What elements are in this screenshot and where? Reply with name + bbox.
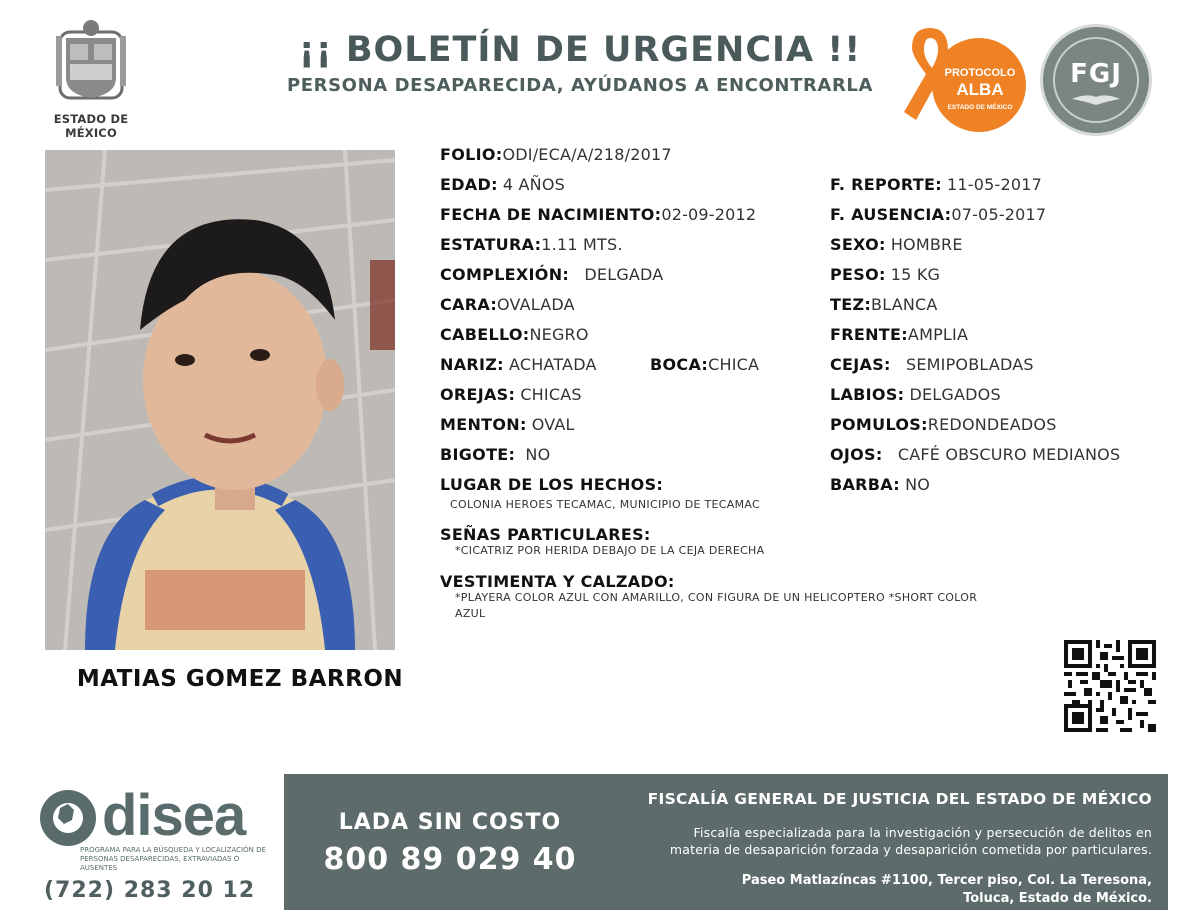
field-label: COMPLEXIÓN: (440, 265, 570, 284)
person-name: MATIAS GOMEZ BARRON (76, 666, 404, 692)
fgj-text: FGJ (1070, 59, 1122, 89)
field-value: 1.11 MTS. (541, 235, 623, 254)
field-value: CHICAS (520, 385, 582, 404)
child-portrait-image (45, 150, 395, 650)
field-tez (830, 295, 938, 314)
field-value: OVALADA (497, 295, 575, 314)
field-ojos (830, 445, 1120, 464)
alba-line2: ALBA (956, 80, 1004, 99)
field-value: DELGADA (584, 265, 664, 284)
field-value: AMPLIA (907, 325, 969, 344)
alba-line1: PROTOCOLO (944, 67, 1016, 79)
section-lugar-value: COLONIA HEROES TECAMAC, MUNICIPIO DE TECAMAC (450, 498, 761, 511)
field-complexion (440, 265, 663, 284)
field-label: FECHA DE NACIMIENTO: (440, 205, 662, 224)
field-fecha-nacimiento (440, 205, 756, 224)
org-title: FISCALÍA GENERAL DE JUSTICIA DEL ESTADO DE MÉXICO (647, 790, 1152, 808)
field-value: 07-05-2017 (951, 205, 1047, 224)
field-label: TEZ: (830, 295, 872, 314)
field-bigote (440, 445, 550, 464)
org-description-line2: materia de desaparición forzada y desaparición cometida por particulares. (669, 842, 1152, 857)
field-label: CEJAS: (830, 355, 891, 374)
section-senas-label: SEÑAS PARTICULARES: (440, 525, 651, 544)
field-label: MENTON: (440, 415, 527, 434)
coat-of-arms-icon (52, 18, 130, 106)
field-label: ESTATURA: (440, 235, 542, 254)
field-value: 4 AÑOS (502, 175, 566, 194)
estado-de-mexico-logo (28, 18, 154, 140)
field-label: EDAD: (440, 175, 498, 194)
page-title: ¡¡ BOLETÍN DE URGENCIA !! (298, 30, 862, 70)
field-value: SEMIPOBLADAS (906, 355, 1034, 374)
protocolo-alba-logo (900, 22, 1030, 134)
org-address-line2: Toluca, Estado de México. (963, 891, 1152, 906)
missing-person-photo (45, 150, 395, 650)
field-value: 15 KG (890, 265, 941, 284)
odisea-phone: (722) 283 20 12 (44, 878, 256, 903)
field-boca (650, 355, 759, 374)
fgj-seal (1040, 24, 1152, 136)
alba-line3: ESTADO DE MÉXICO (947, 104, 1013, 111)
toll-free-label: LADA SIN COSTO (338, 810, 562, 835)
field-label: CARA: (440, 295, 498, 314)
org-address-line1: Paseo Matlazíncas #1100, Tercer piso, Col. La Teresona, (741, 873, 1152, 888)
field-cara (440, 295, 575, 314)
field-folio (440, 145, 672, 164)
field-value: CAFÉ OBSCURO MEDIANOS (897, 445, 1121, 464)
field-value: OVAL (531, 415, 575, 434)
field-edad (440, 175, 565, 194)
section-senas-value: *CICATRIZ POR HERIDA DEBAJO DE LA CEJA DERECHA (455, 544, 765, 557)
field-pomulos (830, 415, 1057, 434)
field-value: 11-05-2017 (947, 175, 1043, 194)
field-label: LABIOS: (830, 385, 905, 404)
toll-free-number: 800 89 029 40 (323, 842, 577, 877)
section-vestimenta-value-2: AZUL (455, 607, 486, 620)
wings-icon (1071, 93, 1121, 107)
field-nariz (440, 355, 597, 374)
field-value: NO (525, 445, 551, 464)
field-label: FRENTE: (830, 325, 908, 344)
odisea-logo (30, 782, 280, 912)
odisea-wordmark: disea (102, 783, 246, 848)
field-orejas (440, 385, 582, 404)
odisea-description: PROGRAMA PARA LA BÚSQUEDA Y LOCALIZACIÓN DE PERSONAS DESAPARECIDAS, EXTRAVIADAS O AUSENTES (80, 846, 266, 872)
field-value: DELGADOS (909, 385, 1001, 404)
field-value: NO (905, 475, 931, 494)
field-peso (830, 265, 940, 284)
field-label: NARIZ: (440, 355, 504, 374)
org-description-line1: Fiscalía especializada para la investigación y persecución de delitos en (693, 825, 1152, 840)
field-value: ODI/ECA/A/218/2017 (502, 145, 672, 164)
field-barba (830, 475, 930, 494)
field-fecha-reporte (830, 175, 1042, 194)
section-vestimenta-label: VESTIMENTA Y CALZADO: (440, 572, 675, 591)
org-description (600, 824, 1152, 858)
section-vestimenta-value-1: *PLAYERA COLOR AZUL CON AMARILLO, CON FIGURA DE UN HELICOPTERO *SHORT COLOR (455, 591, 978, 604)
state-label: ESTADO DE MÉXICO (53, 112, 129, 140)
field-label: POMULOS: (830, 415, 928, 434)
field-value: ACHATADA (508, 355, 597, 374)
field-value: HOMBRE (890, 235, 963, 254)
field-label: OREJAS: (440, 385, 516, 404)
field-label: F. AUSENCIA: (830, 205, 952, 224)
field-label: PESO: (830, 265, 886, 284)
field-label: SEXO: (830, 235, 886, 254)
field-label: F. REPORTE: (830, 175, 942, 194)
map-pin-icon (34, 788, 104, 852)
qr-code (1064, 640, 1156, 732)
field-value: 02-09-2012 (661, 205, 757, 224)
field-value: NEGRO (529, 325, 589, 344)
field-label: OJOS: (830, 445, 883, 464)
section-lugar-label: LUGAR DE LOS HECHOS: (440, 475, 664, 494)
field-menton (440, 415, 575, 434)
field-label: CABELLO: (440, 325, 530, 344)
field-value: BLANCA (871, 295, 938, 314)
field-fecha-ausencia (830, 205, 1046, 224)
field-label: BOCA: (650, 355, 709, 374)
field-estatura (440, 235, 623, 254)
field-label: BIGOTE: (440, 445, 516, 464)
field-cejas (830, 355, 1034, 374)
field-sexo (830, 235, 963, 254)
field-label: FOLIO: (440, 145, 503, 164)
field-labios (830, 385, 1001, 404)
field-value: CHICA (708, 355, 760, 374)
org-address (600, 872, 1152, 908)
field-label: BARBA: (830, 475, 900, 494)
field-value: REDONDEADOS (927, 415, 1057, 434)
field-frente (830, 325, 968, 344)
field-cabello (440, 325, 589, 344)
page-subtitle: PERSONA DESAPARECIDA, AYÚDANOS A ENCONTRARLA (286, 75, 874, 96)
